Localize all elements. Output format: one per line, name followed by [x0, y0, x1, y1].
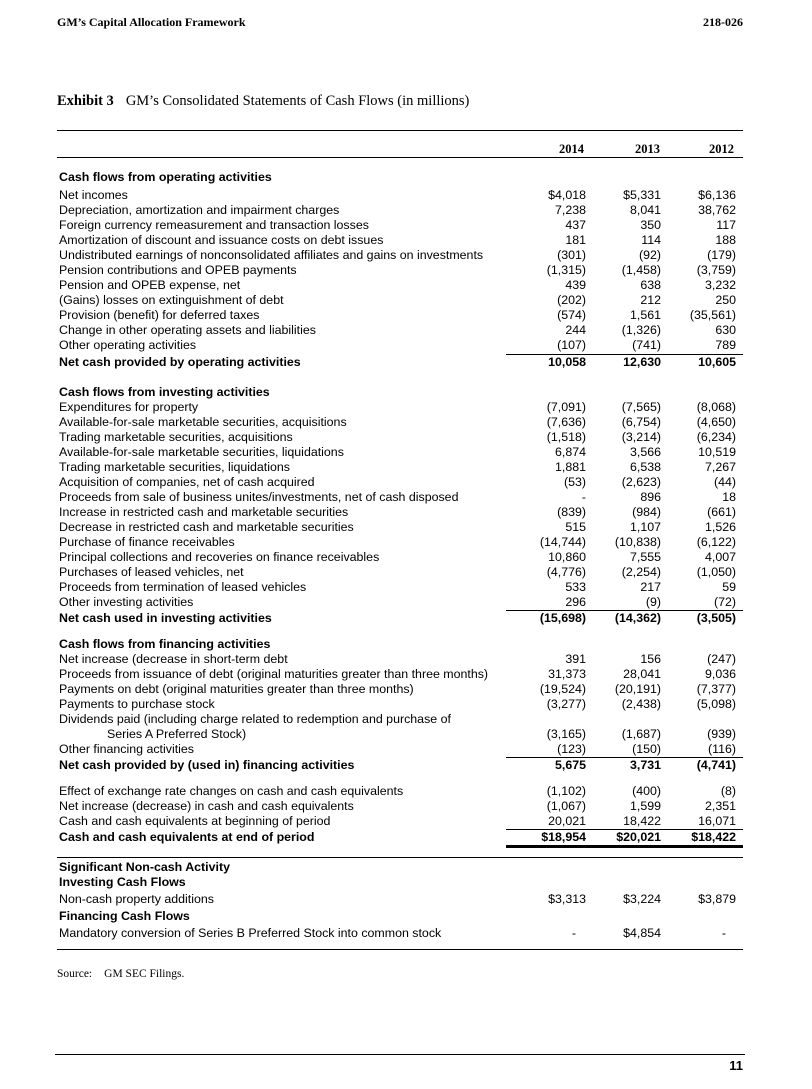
source-label: Source: — [57, 968, 93, 980]
noncash-investing-heading: Investing Cash Flows — [59, 875, 186, 889]
table-row: Effect of exchange rate changes on cash and cash equivalents (1,102) (400) (8) — [59, 784, 736, 798]
table-row: Available-for-sale marketable securities, liquidations 6,874 3,566 10,519 — [59, 445, 736, 459]
table-row: Dividends paid (including charge related to redemption and purchase of — [59, 712, 451, 726]
table-row: Proceeds from sale of business unites/investments, net of cash disposed - 896 18 — [59, 490, 736, 504]
table-row: Decrease in restricted cash and marketable securities 515 1,107 1,526 — [59, 520, 736, 534]
total-row-financing: Net cash provided by (used in) financing activities 5,675 3,731 (4,741) — [506, 757, 743, 772]
table-row: Pension and OPEB expense, net 439 638 3,232 — [59, 278, 736, 292]
exhibit-caption: GM’s Consolidated Statements of Cash Flows (in millions) — [125, 93, 470, 109]
table-row: Undistributed earnings of nonconsolidated affiliates and gains on investments (301) (92) (179) — [59, 248, 736, 262]
cash-flow-statement — [59, 170, 743, 848]
table-row: Proceeds from termination of leased vehicles 533 217 59 — [59, 580, 736, 594]
table-row: Payments to purchase stock (3,277) (2,438) (5,098) — [59, 697, 736, 711]
noncash-financing-heading: Financing Cash Flows — [59, 909, 190, 923]
column-header-2012: 2012 — [709, 142, 734, 156]
table-row: Other financing activities (123) (150) (116) — [59, 742, 736, 756]
table-row: Provision (benefit) for deferred taxes (574) 1,561 (35,561) — [59, 308, 736, 322]
footer-rule — [55, 1054, 745, 1055]
source-text: GM SEC Filings. — [104, 968, 185, 980]
table-row: Acquisition of companies, net of cash acquired (53) (2,623) (44) — [59, 475, 736, 489]
table-row: Principal collections and recoveries on finance receivables 10,860 7,555 4,007 — [59, 550, 736, 564]
table-row: Net incomes $4,018 $5,331 $6,136 — [59, 188, 736, 202]
document-number: 218-026 — [703, 15, 743, 29]
column-header-rule — [57, 157, 743, 158]
table-row: Other investing activities 296 (9) (72) — [59, 595, 736, 609]
table-row: Available-for-sale marketable securities, acquisitions (7,636) (6,754) (4,650) — [59, 415, 736, 429]
table-row: Change in other operating assets and liabilities 244 (1,326) 630 — [59, 323, 736, 337]
table-row: (Gains) losses on extinguishment of debt (202) 212 250 — [59, 293, 736, 307]
exhibit-number: Exhibit 3 — [57, 93, 114, 109]
section-heading-operating: Cash flows from operating activities — [59, 170, 272, 184]
noncash-top-rule — [57, 857, 743, 858]
document-title: GM’s Capital Allocation Framework — [57, 15, 246, 29]
column-header-2013: 2013 — [635, 142, 660, 156]
noncash-heading: Significant Non-cash Activity — [59, 860, 230, 874]
table-row: Net increase (decrease in short-term debt 391 156 (247) — [59, 652, 736, 666]
section-heading-financing: Cash flows from financing activities — [59, 637, 271, 651]
noncash-activity — [59, 860, 743, 943]
page-number: 11 — [729, 1058, 743, 1073]
table-row: Expenditures for property (7,091) (7,565) (8,068) — [59, 400, 736, 414]
total-row-cash-end: Cash and cash equivalents at end of period $18,954 $20,021 $18,422 — [506, 829, 743, 848]
table-top-rule — [57, 130, 743, 131]
table-row: Payments on debt (original maturities greater than three months) (19,524) (20,191) (7,377) — [59, 682, 736, 696]
table-row: Series A Preferred Stock) (3,165) (1,687) (939) — [107, 727, 736, 741]
total-row-operating: Net cash provided by operating activities 10,058 12,630 10,605 — [506, 354, 743, 369]
running-header — [57, 15, 743, 33]
table-row: Cash and cash equivalents at beginning of period 20,021 18,422 16,071 — [59, 814, 736, 828]
table-row: Depreciation, amortization and impairment charges 7,238 8,041 38,762 — [59, 203, 736, 217]
table-row: Purchase of finance receivables (14,744) (10,838) (6,122) — [59, 535, 736, 549]
total-row-investing: Net cash used in investing activities (15,698) (14,362) (3,505) — [506, 610, 743, 625]
table-row: Pension contributions and OPEB payments (1,315) (1,458) (3,759) — [59, 263, 736, 277]
table-row: Trading marketable securities, acquisitions (1,518) (3,214) (6,234) — [59, 430, 736, 444]
section-heading-investing: Cash flows from investing activities — [59, 385, 270, 399]
column-header-2014: 2014 — [559, 142, 584, 156]
table-row: Trading marketable securities, liquidations 1,881 6,538 7,267 — [59, 460, 736, 474]
table-row: Non-cash property additions $3,313 $3,224 $3,879 — [59, 892, 736, 906]
table-row: Other operating activities (107) (741) 789 — [59, 338, 736, 352]
table-row: Increase in restricted cash and marketable securities (839) (984) (661) — [59, 505, 736, 519]
table-row: Net increase (decrease) in cash and cash equivalents (1,067) 1,599 2,351 — [59, 799, 736, 813]
table-row: Foreign currency remeasurement and transaction losses 437 350 117 — [59, 218, 736, 232]
table-row: Proceeds from issuance of debt (original maturities greater than three months) 31,373 28,041 9,036 — [59, 667, 736, 681]
table-row: Purchases of leased vehicles, net (4,776) (2,254) (1,050) — [59, 565, 736, 579]
table-row: Amortization of discount and issuance costs on debt issues 181 114 188 — [59, 233, 736, 247]
source-note — [57, 968, 184, 980]
exhibit-title — [57, 93, 469, 110]
table-bottom-rule — [57, 949, 743, 950]
table-row: Mandatory conversion of Series B Preferred Stock into common stock - $4,854 - — [59, 926, 726, 940]
